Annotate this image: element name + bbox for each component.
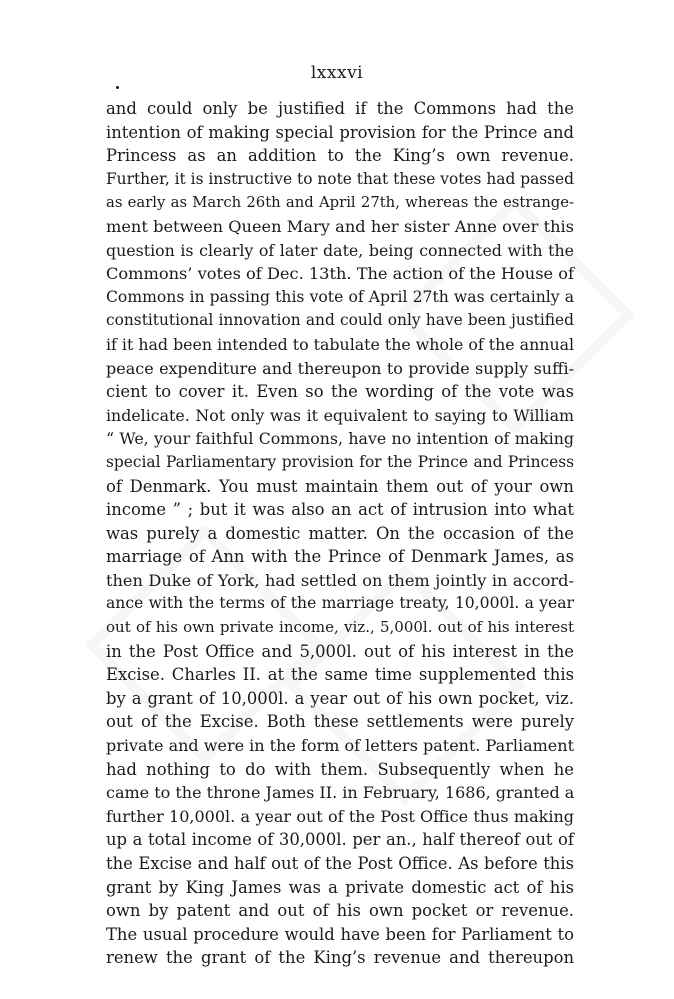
text-line: by a grant of 10,000l. a year out of his own pocket, viz. — [106, 688, 574, 708]
text-line: came to the throne James II. in February, 1686, granted a — [106, 783, 575, 803]
text-line: marriage of Ann with the Prince of Denmark James, as — [106, 547, 574, 567]
text-line: The usual procedure would have been for Parliament to — [106, 924, 574, 944]
text-line: the Excise and half out of the Post Office. As before this — [106, 854, 574, 873]
text-line: indelicate. Not only was it equivalent to saying to William — [106, 405, 574, 425]
text-line: if it had been intended to tabulate the whole of the annual — [106, 334, 575, 354]
text-line: Commons in passing this vote of April 27th was certainly a — [106, 287, 574, 306]
text-line: further 10,000l. a year out of the Post Office thus making — [106, 806, 574, 826]
text-line: private and were in the form of letters patent. Parliament — [106, 736, 574, 756]
text-line: cient to cover it. Even so the wording of the vote was — [106, 382, 574, 402]
text-line: up a total income of 30,000l. per an., half thereof out of — [106, 830, 574, 850]
text-line: Excise. Charles II. at the same time supplemented this — [106, 665, 574, 685]
text-line: then Duke of York, had settled on them jointly in accord- — [106, 570, 574, 590]
text-line: “ We, your faithful Commons, have no intention of making — [106, 429, 574, 449]
text-line: out of the Excise. Both these settlements were purely — [106, 712, 574, 732]
text-line: intention of making special provision for the Prince and — [106, 122, 574, 142]
text-line: of Denmark. You must maintain them out of your own — [106, 476, 574, 496]
text-line: question is clearly of later date, being connected with the — [106, 240, 574, 260]
text-line: renew the grant of the King’s revenue and thereupon — [106, 948, 574, 968]
text-line: and could only be justified if the Commons had the — [106, 99, 574, 118]
text-line: had nothing to do with them. Subsequently when he — [106, 759, 574, 779]
text-line: income ” ; but it was also an act of intrusion into what — [106, 500, 574, 520]
text-line: peace expenditure and thereupon to provide supply suffi- — [106, 358, 574, 378]
text-line: constitutional innovation and could only have been justified — [106, 311, 574, 330]
text-line: ance with the terms of the marriage treaty, 10,000l. a year — [106, 594, 574, 613]
text-line: as early as March 26th and April 27th, whereas the estrange- — [106, 194, 574, 212]
text-line: Further, it is instructive to note that these votes had passed — [106, 169, 574, 188]
body-text — [106, 97, 574, 970]
ink-dot — [116, 86, 119, 89]
text-line: ment between Queen Mary and her sister Anne over this — [106, 216, 574, 236]
text-line: Commons’ votes of Dec. 13th. The action of the House of — [106, 264, 574, 284]
text-line: in the Post Office and 5,000l. out of his interest in the — [106, 641, 574, 661]
text-line: was purely a domestic matter. On the occasion of the — [106, 523, 574, 543]
text-line: out of his own private income, viz., 5,000l. out of his interest — [106, 618, 574, 637]
text-line: own by patent and out of his own pocket or revenue. — [106, 901, 574, 921]
text-line: Princess as an addition to the King’s own revenue. — [106, 146, 574, 166]
text-line: grant by King James was a private domestic act of his — [106, 877, 574, 897]
page-number: lxxxvi — [310, 63, 364, 83]
text-line: special Parliamentary provision for the Prince and Princess — [106, 452, 574, 471]
